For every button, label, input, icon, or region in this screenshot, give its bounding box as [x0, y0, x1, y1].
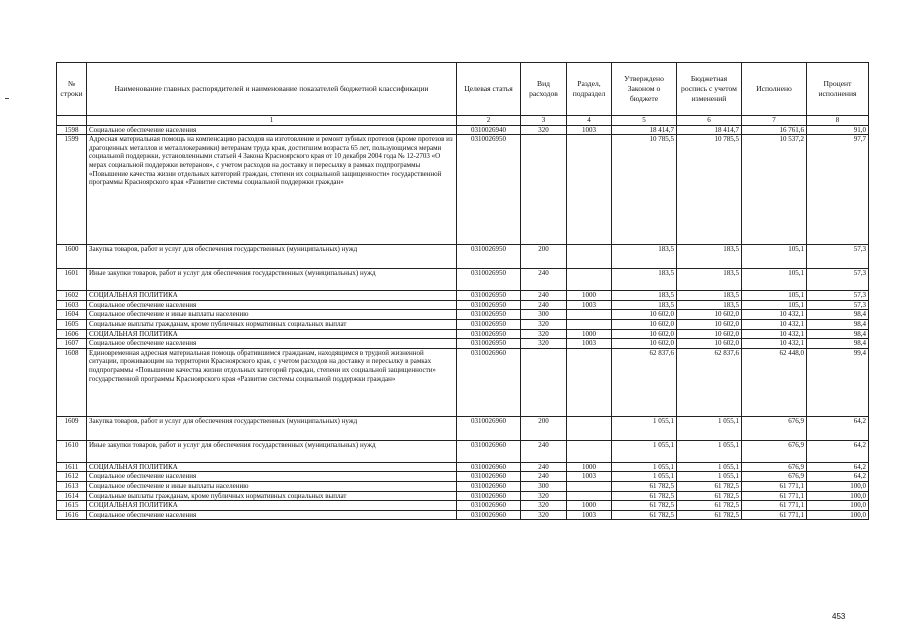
percent-cell: 100,0: [807, 510, 869, 520]
table-row: [57, 319, 869, 329]
budget-schedule-cell: 1 055,1: [677, 440, 742, 462]
target-article-cell: 0310026950: [457, 291, 521, 301]
indicator-name-cell: Социальное обеспечение и иные выплаты населению: [87, 481, 457, 491]
percent-cell: 64,2: [807, 416, 869, 440]
indicator-name-cell: Социальные выплаты гражданам, кроме публичных нормативных социальных выплат: [87, 491, 457, 501]
approved-amount-cell: 61 782,5: [612, 491, 677, 501]
expense-kind-cell: 320: [521, 125, 567, 135]
percent-cell: 57,3: [807, 245, 869, 269]
table-row: [57, 510, 869, 520]
approved-amount-cell: 10 785,5: [612, 135, 677, 245]
expense-kind-cell: 320: [521, 491, 567, 501]
indicator-name-cell: Иные закупки товаров, работ и услуг для обеспечения государственных (муниципальных) нужд: [87, 440, 457, 462]
executed-amount-cell: 62 448,0: [742, 348, 807, 416]
target-article-cell: 0310026960: [457, 472, 521, 482]
row-number-cell: 1612: [57, 472, 87, 482]
approved-amount-cell: 1 055,1: [612, 440, 677, 462]
column-number: 5: [612, 116, 677, 126]
table-row: [57, 491, 869, 501]
expense-kind-cell: 240: [521, 440, 567, 462]
percent-cell: 98,4: [807, 329, 869, 339]
section-cell: [567, 245, 612, 269]
target-article-cell: 0310026950: [457, 319, 521, 329]
budget-schedule-cell: 1 055,1: [677, 472, 742, 482]
header-executed: Исполнено: [742, 63, 807, 116]
budget-schedule-cell: 183,5: [677, 245, 742, 269]
table-row: [57, 440, 869, 462]
percent-cell: 98,4: [807, 310, 869, 320]
header-approved: Утверждено Законом о бюджете: [612, 63, 677, 116]
row-number-cell: 1610: [57, 440, 87, 462]
budget-table-container: [56, 62, 868, 520]
approved-amount-cell: 183,5: [612, 300, 677, 310]
table-row: [57, 269, 869, 291]
indicator-name-cell: Социальные выплаты гражданам, кроме публичных нормативных социальных выплат: [87, 319, 457, 329]
executed-amount-cell: 105,1: [742, 300, 807, 310]
indicator-name-cell: Единовременная адресная материальная помощь обратившимся гражданам, находящимся в трудной жизненной ситуации, проживающим на территории Красноярского края, с учетом расходов на доставку и пересылку в рамках подпрограммы «Повышение качества жизни отдельных категорий граждан, степени их социальной защищенности» государственной программы Красноярского края «Развитие системы социальной поддержки граждан»: [87, 348, 457, 416]
indicator-name-cell: Социальное обеспечение населения: [87, 510, 457, 520]
target-article-cell: 0310026960: [457, 440, 521, 462]
expense-kind-cell: 300: [521, 310, 567, 320]
expense-kind-cell: 320: [521, 501, 567, 511]
section-cell: [567, 481, 612, 491]
section-cell: [567, 269, 612, 291]
executed-amount-cell: 676,9: [742, 472, 807, 482]
approved-amount-cell: 62 837,6: [612, 348, 677, 416]
percent-cell: 91,0: [807, 125, 869, 135]
column-number-row: [57, 116, 869, 126]
indicator-name-cell: Социальное обеспечение населения: [87, 472, 457, 482]
section-cell: [567, 491, 612, 501]
table-row: [57, 300, 869, 310]
indicator-name-cell: Социальное обеспечение населения: [87, 339, 457, 349]
section-cell: 1003: [567, 510, 612, 520]
budget-schedule-cell: 183,5: [677, 291, 742, 301]
approved-amount-cell: 18 414,7: [612, 125, 677, 135]
approved-amount-cell: 183,5: [612, 291, 677, 301]
expense-kind-cell: 240: [521, 291, 567, 301]
expense-kind-cell: 240: [521, 472, 567, 482]
expense-kind-cell: 240: [521, 462, 567, 472]
executed-amount-cell: 105,1: [742, 245, 807, 269]
indicator-name-cell: Социальное обеспечение и иные выплаты населению: [87, 310, 457, 320]
executed-amount-cell: 61 771,1: [742, 491, 807, 501]
approved-amount-cell: 1 055,1: [612, 472, 677, 482]
budget-schedule-cell: 183,5: [677, 300, 742, 310]
header-target-article: Целевая статья: [457, 63, 521, 116]
table-row: [57, 339, 869, 349]
budget-schedule-cell: 62 837,6: [677, 348, 742, 416]
target-article-cell: 0310026950: [457, 300, 521, 310]
section-cell: 1003: [567, 125, 612, 135]
expense-kind-cell: 200: [521, 416, 567, 440]
header-row: [57, 63, 869, 116]
budget-schedule-cell: 1 055,1: [677, 462, 742, 472]
budget-schedule-cell: 61 782,5: [677, 510, 742, 520]
scan-mark: [5, 98, 9, 99]
column-number: 1: [87, 116, 457, 126]
table-row: [57, 310, 869, 320]
target-article-cell: 0310026960: [457, 510, 521, 520]
target-article-cell: 0310026950: [457, 310, 521, 320]
table-row: [57, 329, 869, 339]
executed-amount-cell: 61 771,1: [742, 510, 807, 520]
column-number: 4: [567, 116, 612, 126]
budget-schedule-cell: 183,5: [677, 269, 742, 291]
percent-cell: 64,2: [807, 440, 869, 462]
section-cell: [567, 135, 612, 245]
executed-amount-cell: 61 771,1: [742, 501, 807, 511]
column-number: [57, 116, 87, 126]
row-number-cell: 1604: [57, 310, 87, 320]
percent-cell: 97,7: [807, 135, 869, 245]
budget-schedule-cell: 61 782,5: [677, 501, 742, 511]
section-cell: 1000: [567, 329, 612, 339]
indicator-name-cell: Закупка товаров, работ и услуг для обеспечения государственных (муниципальных) нужд: [87, 416, 457, 440]
approved-amount-cell: 10 602,0: [612, 319, 677, 329]
row-number-cell: 1611: [57, 462, 87, 472]
target-article-cell: 0310026940: [457, 125, 521, 135]
row-number-cell: 1614: [57, 491, 87, 501]
column-number: 3: [521, 116, 567, 126]
indicator-name-cell: СОЦИАЛЬНАЯ ПОЛИТИКА: [87, 501, 457, 511]
percent-cell: 99,4: [807, 348, 869, 416]
executed-amount-cell: 105,1: [742, 291, 807, 301]
budget-schedule-cell: 61 782,5: [677, 491, 742, 501]
approved-amount-cell: 10 602,0: [612, 339, 677, 349]
table-row: [57, 125, 869, 135]
row-number-cell: 1601: [57, 269, 87, 291]
budget-schedule-cell: 1 055,1: [677, 416, 742, 440]
target-article-cell: 0310026960: [457, 462, 521, 472]
approved-amount-cell: 10 602,0: [612, 329, 677, 339]
executed-amount-cell: 676,9: [742, 462, 807, 472]
target-article-cell: 0310026950: [457, 269, 521, 291]
target-article-cell: 0310026960: [457, 501, 521, 511]
table-row: [57, 245, 869, 269]
column-number: 8: [807, 116, 869, 126]
expense-kind-cell: 240: [521, 269, 567, 291]
budget-schedule-cell: 10 602,0: [677, 319, 742, 329]
table-row: [57, 348, 869, 416]
section-cell: [567, 440, 612, 462]
expense-kind-cell: 320: [521, 319, 567, 329]
budget-schedule-cell: 10 602,0: [677, 310, 742, 320]
section-cell: 1003: [567, 300, 612, 310]
budget-schedule-cell: 61 782,5: [677, 481, 742, 491]
column-number: 7: [742, 116, 807, 126]
percent-cell: 64,2: [807, 462, 869, 472]
approved-amount-cell: 61 782,5: [612, 481, 677, 491]
percent-cell: 57,3: [807, 269, 869, 291]
indicator-name-cell: Адресная материальная помощь на компенсацию расходов на изготовление и ремонт зубных протезов (кроме протезов из драгоценных металлов и металлокерамики) ветеранам труда края, достигшим возраста 65 лет, пользующимся мерами социальной поддержки, установленными статьей 4 Закона Красноярского края от 10 декабря 2004 года № 12-2703 «О мерах социальной поддержки ветеранов», с учетом расходов на доставку и пересылку в рамках подпрограммы «Повышение качества жизни отдельных категорий граждан, степени их социальной защищенности» государственной программы Красноярского края «Развитие системы социальной поддержки граждан»: [87, 135, 457, 245]
row-number-cell: 1616: [57, 510, 87, 520]
table-row: [57, 135, 869, 245]
target-article-cell: 0310026960: [457, 348, 521, 416]
row-number-cell: 1609: [57, 416, 87, 440]
expense-kind-cell: 320: [521, 329, 567, 339]
executed-amount-cell: 10 537,2: [742, 135, 807, 245]
table-row: [57, 462, 869, 472]
approved-amount-cell: 183,5: [612, 269, 677, 291]
approved-amount-cell: 61 782,5: [612, 510, 677, 520]
executed-amount-cell: 10 432,1: [742, 339, 807, 349]
row-number-cell: 1599: [57, 135, 87, 245]
budget-schedule-cell: 10 785,5: [677, 135, 742, 245]
row-number-cell: 1615: [57, 501, 87, 511]
row-number-cell: 1598: [57, 125, 87, 135]
budget-execution-table: [56, 62, 869, 520]
section-cell: [567, 416, 612, 440]
header-percent: Процент исполнения: [807, 63, 869, 116]
row-number-cell: 1607: [57, 339, 87, 349]
column-number: 6: [677, 116, 742, 126]
indicator-name-cell: Иные закупки товаров, работ и услуг для обеспечения государственных (муниципальных) нужд: [87, 269, 457, 291]
target-article-cell: 0310026960: [457, 416, 521, 440]
section-cell: 1000: [567, 291, 612, 301]
target-article-cell: 0310026950: [457, 339, 521, 349]
percent-cell: 100,0: [807, 481, 869, 491]
expense-kind-cell: 200: [521, 245, 567, 269]
section-cell: 1000: [567, 462, 612, 472]
indicator-name-cell: Социальное обеспечение населения: [87, 125, 457, 135]
target-article-cell: 0310026960: [457, 481, 521, 491]
expense-kind-cell: [521, 135, 567, 245]
executed-amount-cell: 16 761,6: [742, 125, 807, 135]
section-cell: [567, 348, 612, 416]
row-number-cell: 1605: [57, 319, 87, 329]
row-number-cell: 1608: [57, 348, 87, 416]
table-row: [57, 472, 869, 482]
table-body: [57, 125, 869, 520]
percent-cell: 64,2: [807, 472, 869, 482]
header-row-number: № строки: [57, 63, 87, 116]
table-row: [57, 481, 869, 491]
budget-schedule-cell: 18 414,7: [677, 125, 742, 135]
indicator-name-cell: Закупка товаров, работ и услуг для обеспечения государственных (муниципальных) нужд: [87, 245, 457, 269]
section-cell: 1003: [567, 472, 612, 482]
section-cell: 1000: [567, 501, 612, 511]
percent-cell: 57,3: [807, 300, 869, 310]
header-name: Наименование главных распорядителей и наименование показателей бюджетной классификации: [87, 63, 457, 116]
section-cell: [567, 319, 612, 329]
expense-kind-cell: 320: [521, 510, 567, 520]
table-row: [57, 501, 869, 511]
expense-kind-cell: 320: [521, 339, 567, 349]
approved-amount-cell: 1 055,1: [612, 462, 677, 472]
expense-kind-cell: 300: [521, 481, 567, 491]
row-number-cell: 1602: [57, 291, 87, 301]
approved-amount-cell: 183,5: [612, 245, 677, 269]
section-cell: 1003: [567, 339, 612, 349]
section-cell: [567, 310, 612, 320]
percent-cell: 100,0: [807, 491, 869, 501]
indicator-name-cell: СОЦИАЛЬНАЯ ПОЛИТИКА: [87, 329, 457, 339]
executed-amount-cell: 10 432,1: [742, 319, 807, 329]
target-article-cell: 0310026950: [457, 135, 521, 245]
target-article-cell: 0310026950: [457, 245, 521, 269]
header-section: Раздел, подраздел: [567, 63, 612, 116]
executed-amount-cell: 105,1: [742, 269, 807, 291]
row-number-cell: 1606: [57, 329, 87, 339]
row-number-cell: 1603: [57, 300, 87, 310]
table-row: [57, 291, 869, 301]
approved-amount-cell: 1 055,1: [612, 416, 677, 440]
approved-amount-cell: 61 782,5: [612, 501, 677, 511]
target-article-cell: 0310026960: [457, 491, 521, 501]
indicator-name-cell: СОЦИАЛЬНАЯ ПОЛИТИКА: [87, 291, 457, 301]
expense-kind-cell: 240: [521, 300, 567, 310]
budget-schedule-cell: 10 602,0: [677, 339, 742, 349]
row-number-cell: 1600: [57, 245, 87, 269]
percent-cell: 100,0: [807, 501, 869, 511]
header-budget-schedule: Бюджетная роспись с учетом изменений: [677, 63, 742, 116]
target-article-cell: 0310026950: [457, 329, 521, 339]
percent-cell: 98,4: [807, 339, 869, 349]
expense-kind-cell: [521, 348, 567, 416]
executed-amount-cell: 676,9: [742, 440, 807, 462]
row-number-cell: 1613: [57, 481, 87, 491]
executed-amount-cell: 676,9: [742, 416, 807, 440]
executed-amount-cell: 10 432,1: [742, 329, 807, 339]
header-expense-kind: Вид расходов: [521, 63, 567, 116]
approved-amount-cell: 10 602,0: [612, 310, 677, 320]
executed-amount-cell: 61 771,1: [742, 481, 807, 491]
budget-schedule-cell: 10 602,0: [677, 329, 742, 339]
indicator-name-cell: СОЦИАЛЬНАЯ ПОЛИТИКА: [87, 462, 457, 472]
page-number: 453: [832, 612, 846, 621]
column-number: 2: [457, 116, 521, 126]
indicator-name-cell: Социальное обеспечение населения: [87, 300, 457, 310]
percent-cell: 57,3: [807, 291, 869, 301]
percent-cell: 98,4: [807, 319, 869, 329]
executed-amount-cell: 10 432,1: [742, 310, 807, 320]
table-row: [57, 416, 869, 440]
